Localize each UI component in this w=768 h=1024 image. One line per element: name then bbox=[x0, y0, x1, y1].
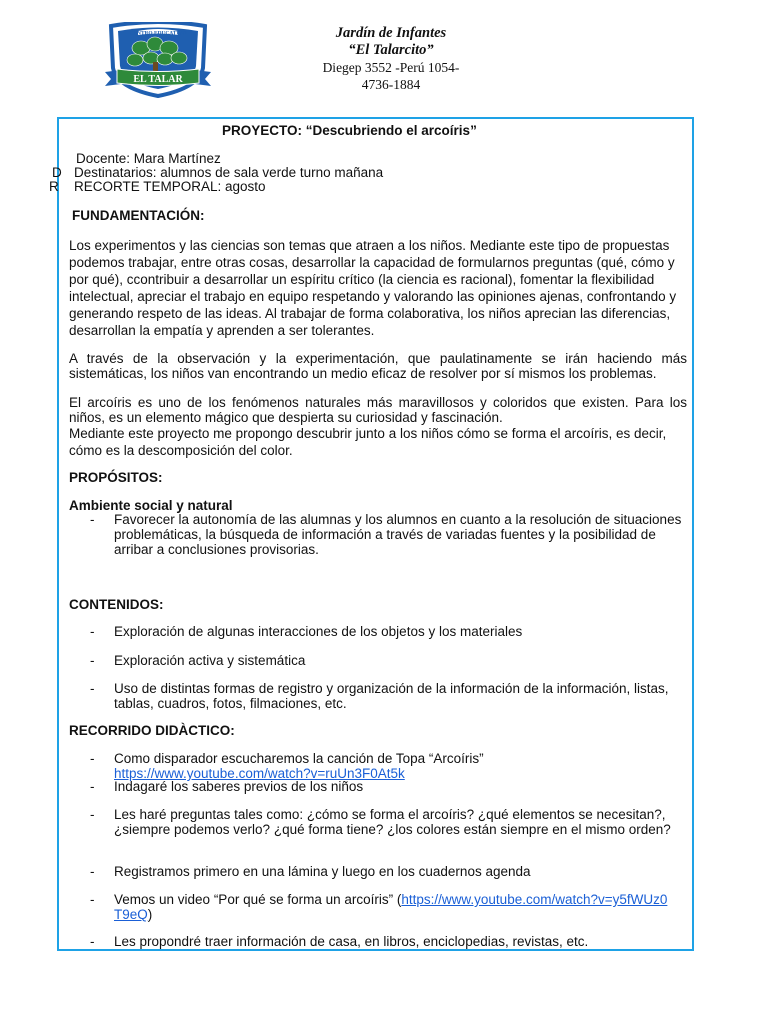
recorrido-heading: RECORRIDO DIDÀCTICO: bbox=[69, 723, 235, 738]
list-item bbox=[69, 751, 689, 781]
time-frame-line: RECORTE TEMPORAL: agosto bbox=[74, 179, 266, 194]
svg-text:EL TALAR: EL TALAR bbox=[133, 74, 183, 85]
list-item-text: Les propondré traer información de casa, en libros, enciclopedias, revistas, etc. bbox=[114, 934, 589, 949]
fundamentacion-paragraph-2: A través de la observación y la experimentación, que paulatinamente se irán haciendo más sistemáticas, los niños van encontrando un medio eficaz de resolver por sí mismos los problemas. bbox=[69, 351, 687, 381]
recipients-line: Destinatarios: alumnos de sala verde turno mañana bbox=[74, 165, 384, 180]
topa-song-link[interactable]: https://www.youtube.com/watch?v=ruUn3F0At5k bbox=[114, 766, 405, 781]
bullet-dash: - bbox=[90, 681, 95, 696]
fundamentacion-paragraph-1: Los experimentos y las ciencias son temas que atraen a los niños. Mediante este tipo de propuestas podemos trabajar, entre otras cosas, desarrollar la capacidad de formularnos preguntas (qué, cómo y por qué), ccontribuir a desarrollar un espíritu crítico (la ciencia es racional), fomentar la flexibilidad intelectual, apreciar el trabajo en equipo respetando y valorando las opiniones ajenas, confrontando y generando respeto de las ideas. Al trabajar de forma colaborativa, los niños aprecian las diferencias, desarrollan la empatía y aprenden a ser tolerantes. bbox=[69, 238, 677, 338]
list-item bbox=[69, 512, 689, 557]
list-item-text: Exploración de algunas interacciones de los objetos y los materiales bbox=[114, 624, 523, 639]
bullet-dash: - bbox=[90, 892, 95, 907]
school-shield-emblem bbox=[103, 22, 213, 98]
fundamentacion-paragraph-3: El arcoíris es uno de los fenómenos naturales más maravillosos y coloridos que existen. Para los niños, es un elemento mágico que despierta su curiosidad y fascinación. bbox=[69, 395, 687, 425]
svg-text:CENTRO EDUCATIVO: CENTRO EDUCATIVO bbox=[129, 30, 187, 37]
list-item bbox=[69, 934, 689, 949]
school-header bbox=[296, 25, 486, 93]
school-address-line2: 4736-1884 bbox=[361, 77, 421, 92]
list-item bbox=[69, 653, 689, 668]
list-item bbox=[69, 624, 689, 639]
list-item-text: Les haré preguntas tales como: ¿cómo se forma el arcoíris? ¿qué elementos se necesitan?, ¿siempre podemos verlo? ¿qué forma tiene? ¿los colores están siempre en el mismo orden? bbox=[114, 807, 671, 837]
margin-stub-d: D bbox=[52, 165, 62, 180]
list-item-text-close: ) bbox=[147, 907, 153, 922]
school-name-line1: Jardín de Infantes bbox=[335, 25, 447, 41]
bullet-dash: - bbox=[90, 807, 95, 822]
bullet-dash: - bbox=[90, 624, 95, 639]
project-title: PROYECTO: “Descubriendo el arcoíris” bbox=[222, 123, 477, 138]
bullet-dash: - bbox=[90, 864, 95, 879]
list-item-text: Favorecer la autonomía de las alumnas y los alumnos en cuanto a la resolución de situaciones problemáticas, la búsqueda de información a través de variadas fuentes y la posibilidad de arribar a conclusiones provisorias. bbox=[114, 512, 682, 557]
list-item bbox=[69, 779, 689, 794]
bullet-dash: - bbox=[90, 512, 95, 527]
margin-stub-r: R bbox=[49, 179, 59, 194]
bullet-dash: - bbox=[90, 751, 95, 766]
list-item bbox=[69, 807, 689, 837]
school-name-line2: “El Talarcito” bbox=[348, 42, 434, 58]
list-item-text: Como disparador escucharemos la canción de Topa “Arcoíris” bbox=[114, 751, 484, 766]
school-logo bbox=[103, 22, 213, 98]
fundamentacion-paragraph-4: Mediante este proyecto me propongo descubrir junto a los niños cómo se forma el arcoíris, es decir, cómo es la descomposición del color. bbox=[69, 426, 667, 458]
bullet-dash: - bbox=[90, 653, 95, 668]
teacher-line: Docente: Mara Martínez bbox=[76, 151, 221, 166]
rainbow-video-link[interactable]: https://www.youtube.com/watch?v=y5fWUz0T9eQ bbox=[114, 892, 668, 922]
propositos-heading: PROPÓSITOS: bbox=[69, 470, 163, 485]
list-item-text: Indagaré los saberes previos de los niños bbox=[114, 779, 364, 794]
bullet-dash: - bbox=[90, 779, 95, 794]
list-item-text: Vemos un video “Por qué se forma un arcoíris” ( bbox=[114, 892, 402, 907]
school-address-line1: Diegep 3552 -Perú 1054- bbox=[322, 60, 460, 75]
list-item bbox=[69, 892, 689, 922]
bullet-dash: - bbox=[90, 934, 95, 949]
list-item-text: Uso de distintas formas de registro y organización de la información de la información, listas, tablas, cuadros, fotos, filmaciones, etc. bbox=[114, 681, 669, 711]
list-item bbox=[69, 681, 689, 711]
propositos-subheading: Ambiente social y natural bbox=[69, 498, 233, 513]
list-item-text: Exploración activa y sistemática bbox=[114, 653, 306, 668]
list-item bbox=[69, 864, 689, 879]
list-item-text: Registramos primero en una lámina y luego en los cuadernos agenda bbox=[114, 864, 531, 879]
contenidos-heading: CONTENIDOS: bbox=[69, 597, 164, 612]
fundamentacion-heading: FUNDAMENTACIÓN: bbox=[72, 208, 205, 223]
